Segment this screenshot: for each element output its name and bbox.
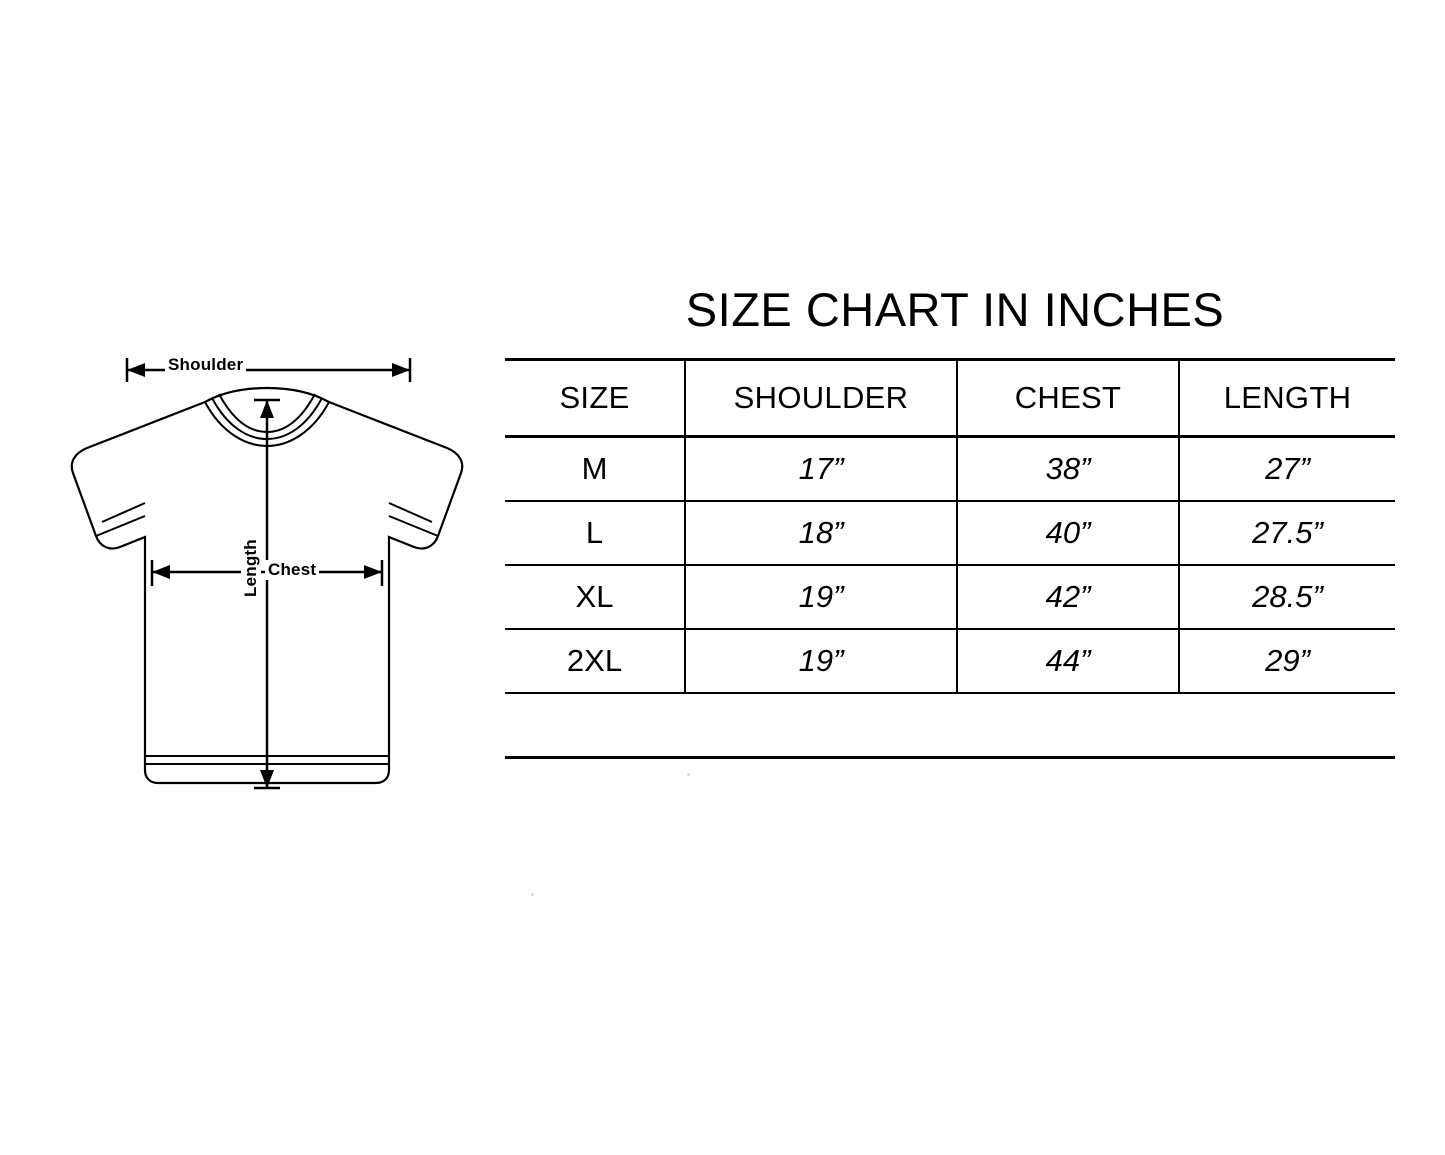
page-title: SIZE CHART IN INCHES — [685, 283, 1225, 336]
speck — [531, 893, 534, 896]
table-header-row — [505, 360, 1395, 437]
shoulder-label: Shoulder — [165, 355, 246, 375]
table-row — [505, 629, 1395, 693]
cell-length: 28.5” — [1179, 565, 1395, 629]
cell-size: L — [585, 515, 604, 551]
cell-length: 27” — [1179, 437, 1395, 502]
table-row — [505, 501, 1395, 565]
cell-shoulder: 19” — [685, 629, 957, 693]
cell-shoulder: 18” — [685, 501, 957, 565]
length-label: Length — [241, 536, 261, 600]
column-header-size: SIZE — [559, 380, 630, 416]
size-chart-panel — [505, 285, 1395, 795]
table-row — [505, 437, 1395, 502]
cell-shoulder: 17” — [685, 437, 957, 502]
cell-size: M — [581, 451, 608, 487]
column-header-shoulder: SHOULDER — [685, 360, 957, 437]
cell-chest: 38” — [957, 437, 1179, 502]
cell-chest: 44” — [957, 629, 1179, 693]
tshirt-diagram — [55, 340, 485, 820]
column-header-length: LENGTH — [1179, 360, 1395, 437]
table-row — [505, 565, 1395, 629]
chest-label: Chest — [265, 560, 319, 580]
cell-chest: 40” — [957, 501, 1179, 565]
cell-length: 29” — [1179, 629, 1395, 693]
size-chart-table — [505, 358, 1395, 694]
column-header-chest: CHEST — [957, 360, 1179, 437]
cell-length: 27.5” — [1179, 501, 1395, 565]
table-bottom-rule — [505, 756, 1395, 759]
cell-chest: 42” — [957, 565, 1179, 629]
cell-shoulder: 19” — [685, 565, 957, 629]
cell-size: XL — [575, 579, 614, 615]
cell-size: 2XL — [566, 643, 623, 679]
